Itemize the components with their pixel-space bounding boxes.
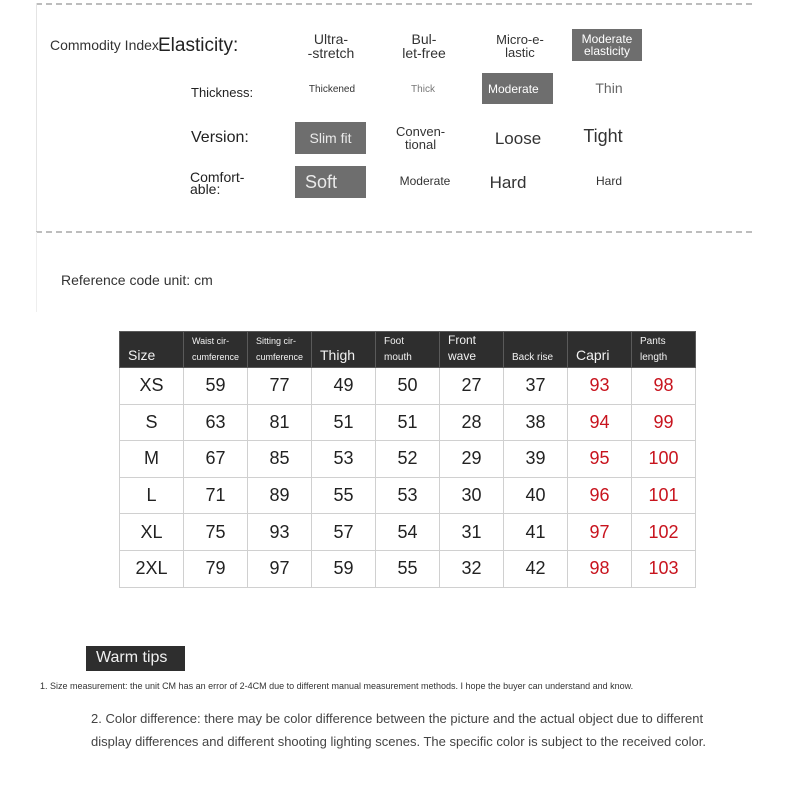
header-back-rise: [504, 332, 568, 368]
table-cell: 96: [568, 477, 632, 514]
header-foot-mouth: [376, 332, 440, 368]
table-cell: 57: [312, 514, 376, 551]
header-pants-length-text: Pants length: [640, 336, 668, 363]
header-size-text: Size: [128, 347, 156, 363]
table-cell: 59: [184, 368, 248, 405]
header-capri: [568, 332, 632, 368]
table-cell: 42: [504, 550, 568, 587]
table-cell: 2XL: [120, 550, 184, 587]
size-table-header-row: [120, 332, 696, 368]
table-row: [120, 514, 696, 551]
table-cell: 53: [312, 441, 376, 478]
table-cell: 54: [376, 514, 440, 551]
left-border-lower: [36, 232, 37, 312]
thickness-label: Thickness:: [191, 85, 254, 100]
table-cell: 27: [440, 368, 504, 405]
size-table-body: [120, 368, 696, 588]
elasticity-option-micro-elastic: Micro-e- lastic: [496, 32, 544, 60]
table-cell: S: [120, 404, 184, 441]
elasticity-option-ultra-stretch: Ultra- -stretch: [307, 31, 355, 61]
table-cell: 89: [248, 477, 312, 514]
table-cell: 98: [632, 368, 696, 405]
table-cell: 40: [504, 477, 568, 514]
table-cell: 103: [632, 550, 696, 587]
comfortable-option-hard: Hard: [489, 172, 527, 192]
table-cell: 97: [568, 514, 632, 551]
warm-tips-title: Warm tips: [86, 646, 185, 671]
warm-tips-note-1: 1. Size measurement: the unit CM has an error of 2-4CM due to different manual measurement methods. I hope the buyer can understand and know.: [40, 681, 634, 691]
warm-tips-note-2: 2. Color difference: there may be color difference between the picture and the actual object due to different display differences and different shooting lighting scenes. The specific color is subject to the received color.: [91, 711, 706, 749]
elasticity-option-moderate-selected: Moderate elasticity: [572, 29, 642, 61]
table-cell: 71: [184, 477, 248, 514]
table-cell: XL: [120, 514, 184, 551]
table-row: [120, 550, 696, 587]
thickness-option-thin: Thin: [595, 80, 623, 96]
table-cell: 59: [312, 550, 376, 587]
table-cell: 51: [312, 404, 376, 441]
version-option-conventional: Conven- tional: [396, 124, 446, 152]
header-front-wave: [440, 332, 504, 368]
table-cell: 102: [632, 514, 696, 551]
table-cell: 49: [312, 368, 376, 405]
thickness-option-thick: Thick: [411, 84, 435, 95]
thickness-option-moderate-selected: Moderate: [482, 73, 553, 104]
table-cell: 63: [184, 404, 248, 441]
table-cell: 31: [440, 514, 504, 551]
table-cell: 101: [632, 477, 696, 514]
header-foot-mouth-text: Foot mouth: [384, 336, 412, 363]
table-cell: 93: [248, 514, 312, 551]
middle-divider: [36, 231, 752, 233]
version-option-tight: Tight: [583, 126, 623, 146]
comfortable-option-soft-selected: Soft: [295, 166, 366, 198]
table-cell: 85: [248, 441, 312, 478]
table-cell: 30: [440, 477, 504, 514]
header-waist: [184, 332, 248, 368]
comfortable-option-hard-2: Hard: [595, 174, 622, 188]
header-front-wave-text: Front wave: [448, 333, 477, 363]
header-sitting-text: Sitting cir- cumference: [256, 336, 304, 362]
table-cell: 50: [376, 368, 440, 405]
table-cell: 93: [568, 368, 632, 405]
table-row: [120, 404, 696, 441]
table-cell: 53: [376, 477, 440, 514]
header-back-rise-text: Back rise: [512, 352, 554, 363]
table-cell: 79: [184, 550, 248, 587]
table-cell: 75: [184, 514, 248, 551]
table-cell: L: [120, 477, 184, 514]
header-thigh: [312, 332, 376, 368]
commodity-index-label: Commodity Index: [50, 37, 159, 53]
header-pants-length: [632, 332, 696, 368]
table-cell: 97: [248, 550, 312, 587]
table-cell: M: [120, 441, 184, 478]
header-sitting: [248, 332, 312, 368]
table-cell: 81: [248, 404, 312, 441]
table-row: [120, 368, 696, 405]
header-size: [120, 332, 184, 368]
header-capri-text: Capri: [576, 347, 610, 363]
size-table: [119, 331, 696, 588]
elasticity-option-bullet-free: Bul- let-free: [402, 31, 446, 61]
thickness-option-thickened: Thickened: [308, 84, 356, 95]
table-cell: 95: [568, 441, 632, 478]
table-row: [120, 441, 696, 478]
table-cell: 55: [312, 477, 376, 514]
version-label: Version:: [191, 129, 249, 146]
comfortable-label: Comfort- able:: [190, 169, 245, 197]
reference-unit-text: Reference code unit: cm: [61, 272, 213, 288]
table-cell: 77: [248, 368, 312, 405]
table-cell: 32: [440, 550, 504, 587]
table-cell: 55: [376, 550, 440, 587]
top-divider: [36, 3, 752, 5]
table-cell: 38: [504, 404, 568, 441]
elasticity-label: Elasticity:: [158, 35, 239, 56]
header-waist-text: Waist cir- cumference: [192, 336, 240, 362]
comfortable-option-moderate: Moderate: [399, 174, 451, 188]
table-cell: 100: [632, 441, 696, 478]
table-cell: 52: [376, 441, 440, 478]
table-cell: 41: [504, 514, 568, 551]
table-cell: 37: [504, 368, 568, 405]
table-cell: 39: [504, 441, 568, 478]
table-cell: 29: [440, 441, 504, 478]
table-cell: 99: [632, 404, 696, 441]
table-cell: 67: [184, 441, 248, 478]
table-cell: 28: [440, 404, 504, 441]
table-cell: 51: [376, 404, 440, 441]
version-option-loose: Loose: [494, 128, 542, 148]
version-option-slim-fit-selected: Slim fit: [295, 122, 366, 154]
header-thigh-text: Thigh: [320, 347, 356, 363]
table-cell: XS: [120, 368, 184, 405]
table-cell: 98: [568, 550, 632, 587]
table-cell: 94: [568, 404, 632, 441]
table-row: [120, 477, 696, 514]
left-border: [36, 3, 37, 231]
